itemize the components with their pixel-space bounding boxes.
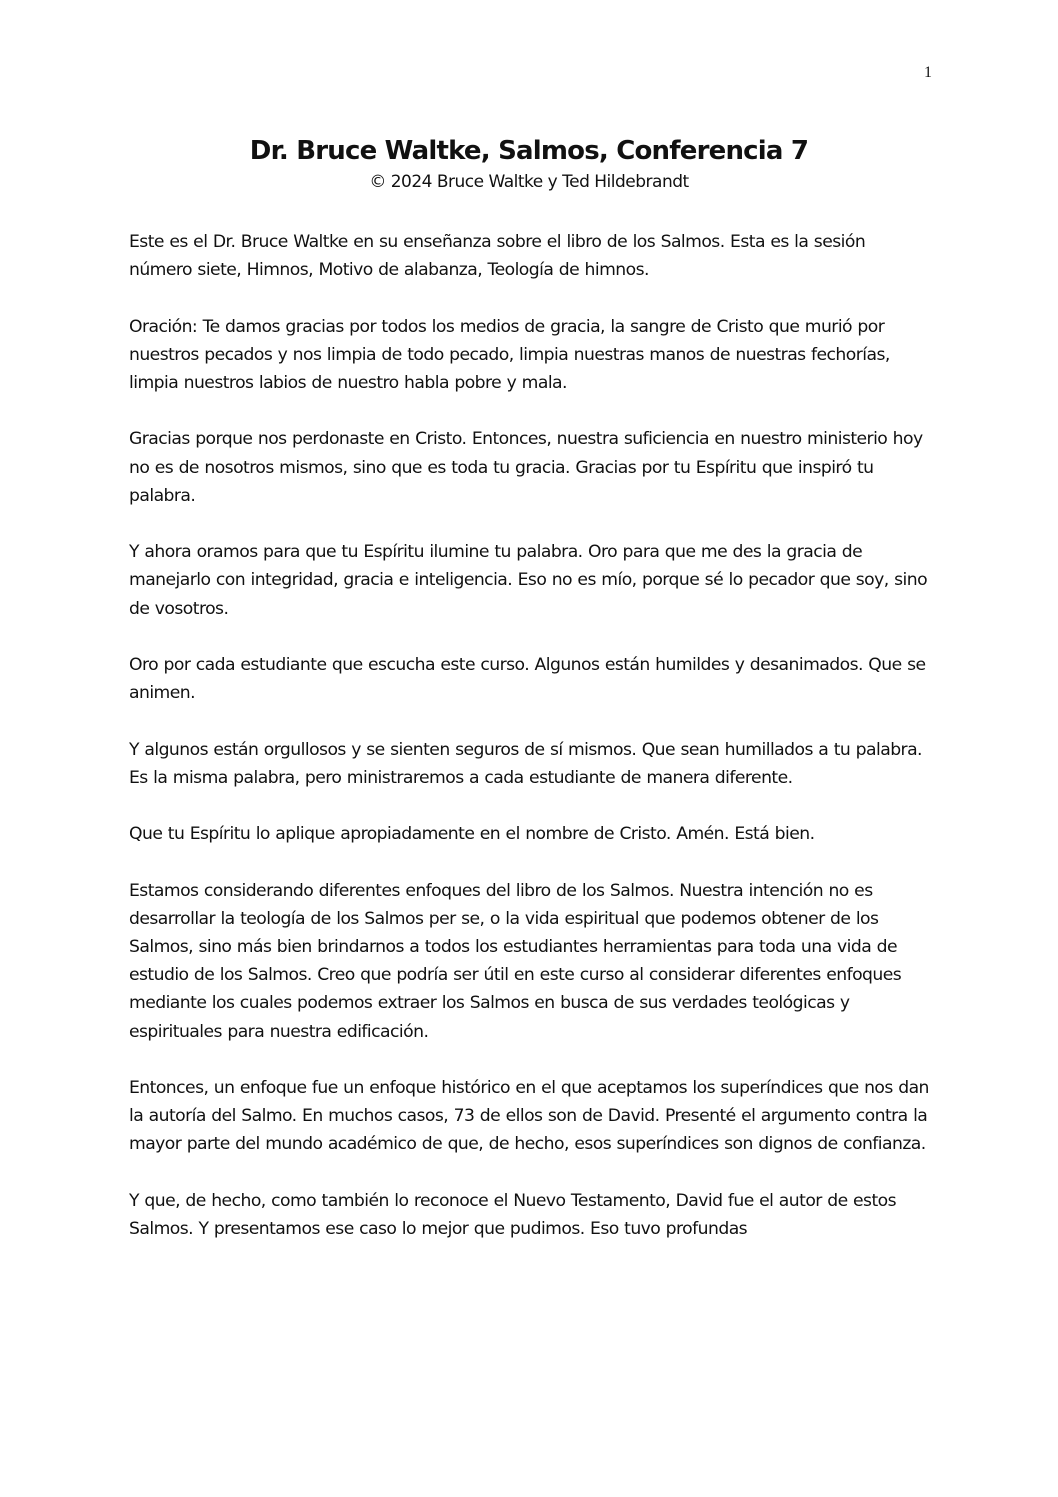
paragraph: Y ahora oramos para que tu Espíritu ilumine tu palabra. Oro para que me des la gracia de manejarlo con integridad, gracia e inteligencia. Eso no es mío, porque sé lo pecador que soy, sino de vosotros. [129,542,928,619]
paragraph: Y que, de hecho, como también lo reconoce el Nuevo Testamento, David fue el autor de estos Salmos. Y presentamos ese caso lo mejor que pudimos. Eso tuvo profundas [129,1190,896,1239]
paragraph-introduction: Este es el Dr. Bruce Waltke en su enseñanza sobre el libro de los Salmos. Esta es la sesión número siete, Himnos, Motivo de alabanza, Teología de himnos. [129,232,866,281]
paragraph: Que tu Espíritu lo aplique apropiadamente en el nombre de Cristo. Amén. Está bien. [129,824,815,845]
document-header [0,133,1058,195]
paragraph: Gracias porque nos perdonaste en Cristo. Entonces, nuestra suficiencia en nuestro ministerio hoy no es de nosotros mismos, sino que es toda tu gracia. Gracias por tu Espíritu que inspiró tu palabra. [129,429,923,506]
paragraph-prayer: Oración: Te damos gracias por todos los medios de gracia, la sangre de Cristo que murió por nuestros pecados y nos limpia de todo pecado, limpia nuestras manos de nuestras fechorías, limpia nuestros labios de nuestro habla pobre y mala. [129,316,890,393]
paragraph: Oro por cada estudiante que escucha este curso. Algunos están humildes y desanimados. Que se animen. [129,654,926,704]
copyright-line: © 2024 Bruce Waltke y Ted Hildebrandt [369,172,689,192]
paragraph: Estamos considerando diferentes enfoques del libro de los Salmos. Nuestra intención no es desarrollar la teología de los Salmos per se, o la vida espiritual que podemos obtener de los Salmos, sino más bien brindarnos a todos los estudiantes herramientas para toda una vida de estudio de los Salmos. Creo que podría ser útil en este curso al considerar diferentes enfoques mediante los cuales podemos extraer los Salmos en busca de sus verdades teológicas y espirituales para nuestra edificación. [129,880,902,1042]
paragraph: Entonces, un enfoque fue un enfoque histórico en el que aceptamos los superíndices que nos dan la autoría del Salmo. En muchos casos, 73 de ellos son de David. Presenté el argumento contra la mayor parte del mundo académico de que, de hecho, esos superíndices son dignos de confianza. [129,1077,929,1155]
paragraph: Y algunos están orgullosos y se sienten seguros de sí mismos. Que sean humillados a tu palabra. Es la misma palabra, pero ministraremos a cada estudiante de manera diferente. [129,739,922,788]
page-number: 1 [924,64,932,81]
document-title: Dr. Bruce Waltke, Salmos, Conferencia 7 [249,136,809,166]
document-body [129,228,931,1271]
